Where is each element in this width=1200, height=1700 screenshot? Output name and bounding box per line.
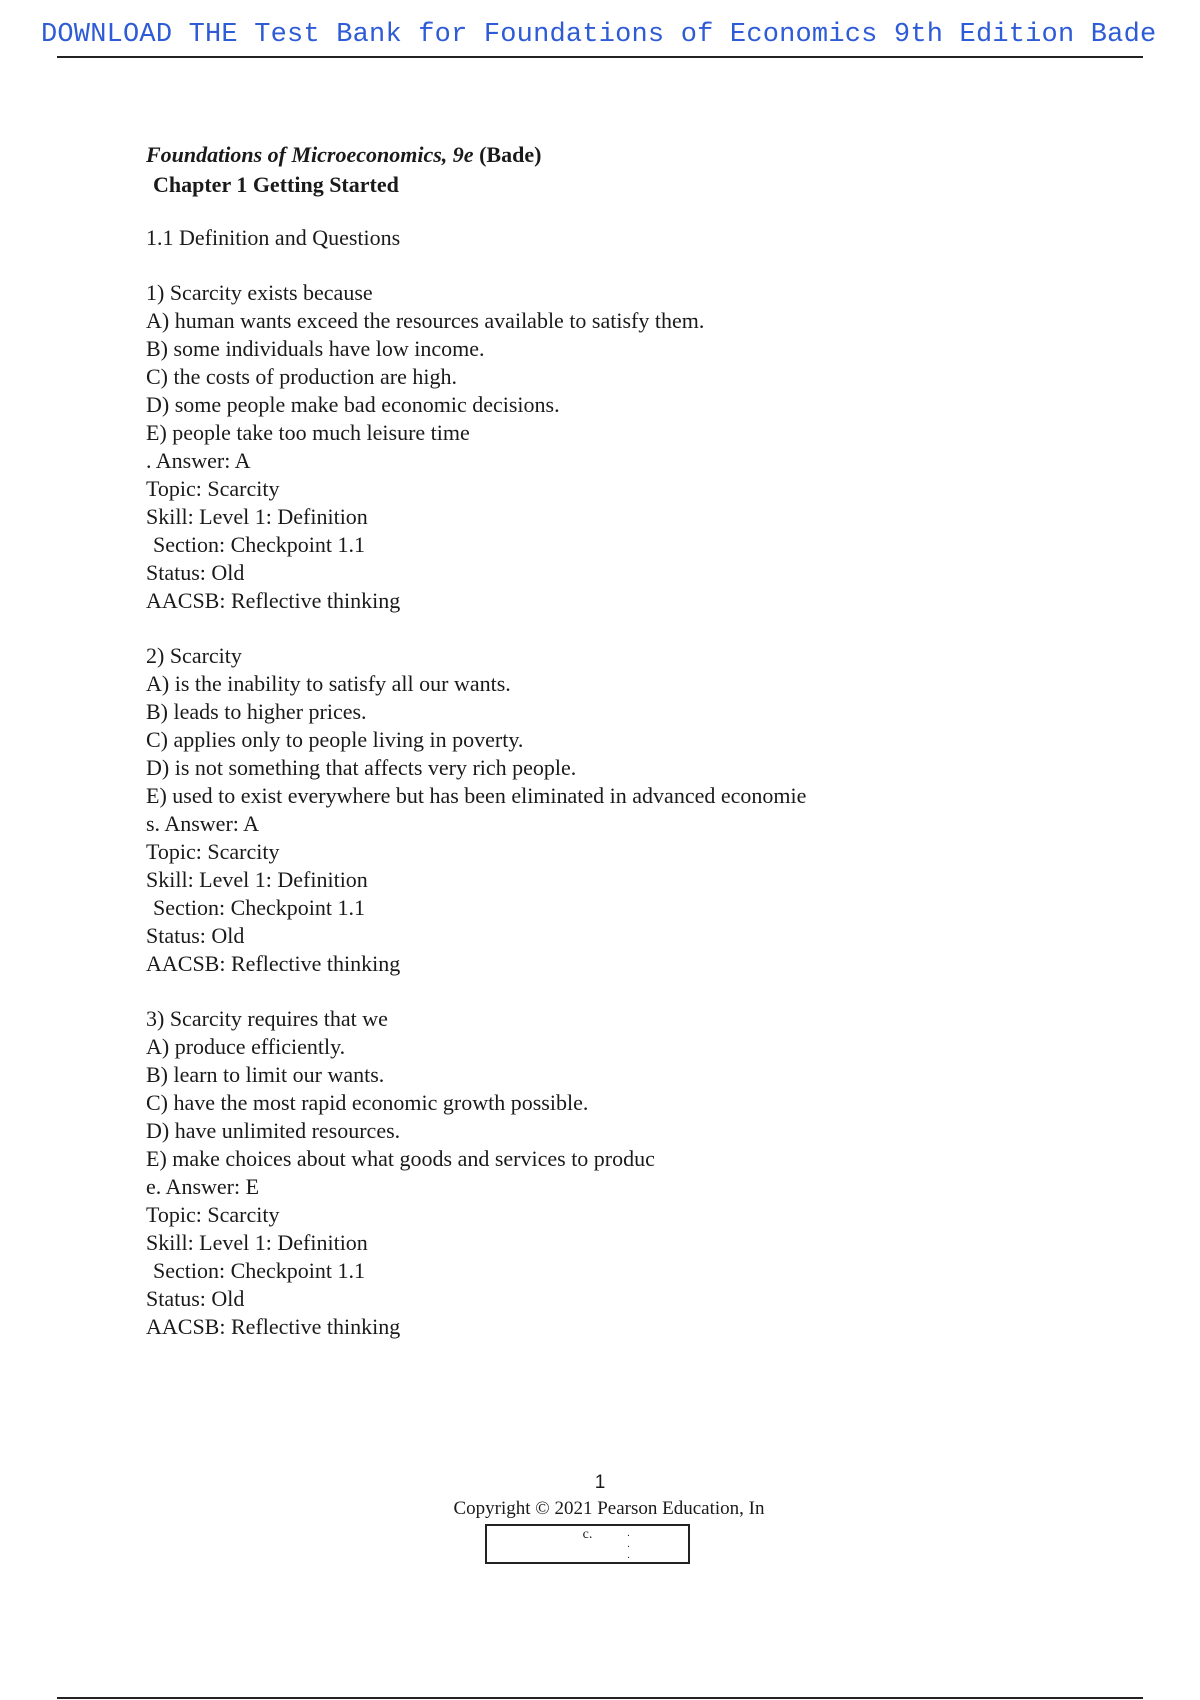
question-2 bbox=[146, 642, 1086, 978]
answer-option: C) applies only to people living in poverty. bbox=[146, 727, 524, 752]
answer-key: e. Answer: E bbox=[146, 1174, 260, 1199]
answer-option: E) make choices about what goods and services to produc bbox=[146, 1146, 655, 1171]
skill-meta: Skill: Level 1: Definition bbox=[146, 867, 368, 892]
question-1 bbox=[146, 279, 1086, 615]
header-divider bbox=[57, 56, 1143, 58]
copyright-notice: Copyright © 2021 Pearson Education, In bbox=[453, 1498, 765, 1519]
question-3 bbox=[146, 1005, 1086, 1341]
answer-option: D) is not something that affects very rich people. bbox=[146, 755, 577, 780]
topic-meta: Topic: Scarcity bbox=[146, 839, 280, 864]
answer-option: C) have the most rapid economic growth possible. bbox=[146, 1090, 589, 1115]
copyright-box bbox=[485, 1524, 690, 1564]
answer-key: s. Answer: A bbox=[146, 811, 260, 836]
answer-option: E) people take too much leisure time bbox=[146, 420, 470, 445]
answer-option: C) the costs of production are high. bbox=[146, 364, 457, 389]
aacsb-meta: AACSB: Reflective thinking bbox=[146, 588, 401, 613]
document-body bbox=[146, 140, 1086, 1341]
download-link[interactable]: DOWNLOAD THE Test Bank for Foundations of Economics 9th Edition Bade bbox=[41, 20, 1157, 50]
section-meta: Section: Checkpoint 1.1 bbox=[153, 895, 366, 920]
answer-option: B) learn to limit our wants. bbox=[146, 1062, 385, 1087]
aacsb-meta: AACSB: Reflective thinking bbox=[146, 951, 401, 976]
book-title-italic: Foundations of Microeconomics, 9e bbox=[146, 142, 474, 167]
page-number: 1 bbox=[594, 1472, 606, 1493]
status-meta: Status: Old bbox=[146, 923, 245, 948]
answer-option: E) used to exist everywhere but has been eliminated in advanced economie bbox=[146, 783, 807, 808]
box-dots: . . . bbox=[627, 1528, 658, 1561]
topic-meta: Topic: Scarcity bbox=[146, 476, 280, 501]
skill-meta: Skill: Level 1: Definition bbox=[146, 504, 368, 529]
copyright-wrap-text: c. bbox=[582, 1527, 593, 1542]
answer-option: A) human wants exceed the resources available to satisfy them. bbox=[146, 308, 705, 333]
question-stem: 2) Scarcity bbox=[146, 643, 242, 668]
section-meta: Section: Checkpoint 1.1 bbox=[153, 532, 366, 557]
question-stem: 3) Scarcity requires that we bbox=[146, 1006, 388, 1031]
answer-option: D) some people make bad economic decisions. bbox=[146, 392, 560, 417]
question-stem: 1) Scarcity exists because bbox=[146, 280, 373, 305]
aacsb-meta: AACSB: Reflective thinking bbox=[146, 1314, 401, 1339]
topic-meta: Topic: Scarcity bbox=[146, 1202, 280, 1227]
book-title bbox=[146, 140, 1086, 170]
book-title-author: (Bade) bbox=[473, 142, 542, 167]
footer-divider bbox=[57, 1697, 1143, 1699]
answer-option: B) some individuals have low income. bbox=[146, 336, 485, 361]
page-footer bbox=[0, 1470, 1200, 1561]
section-heading: 1.1 Definition and Questions bbox=[146, 225, 401, 250]
skill-meta: Skill: Level 1: Definition bbox=[146, 1230, 368, 1255]
answer-option: B) leads to higher prices. bbox=[146, 699, 367, 724]
answer-key: . Answer: A bbox=[146, 448, 251, 473]
section-meta: Section: Checkpoint 1.1 bbox=[153, 1258, 366, 1283]
answer-option: A) produce efficiently. bbox=[146, 1034, 346, 1059]
status-meta: Status: Old bbox=[146, 560, 245, 585]
answer-option: D) have unlimited resources. bbox=[146, 1118, 401, 1143]
answer-option: A) is the inability to satisfy all our wants. bbox=[146, 671, 511, 696]
chapter-title: Chapter 1 Getting Started bbox=[153, 172, 399, 197]
status-meta: Status: Old bbox=[146, 1286, 245, 1311]
